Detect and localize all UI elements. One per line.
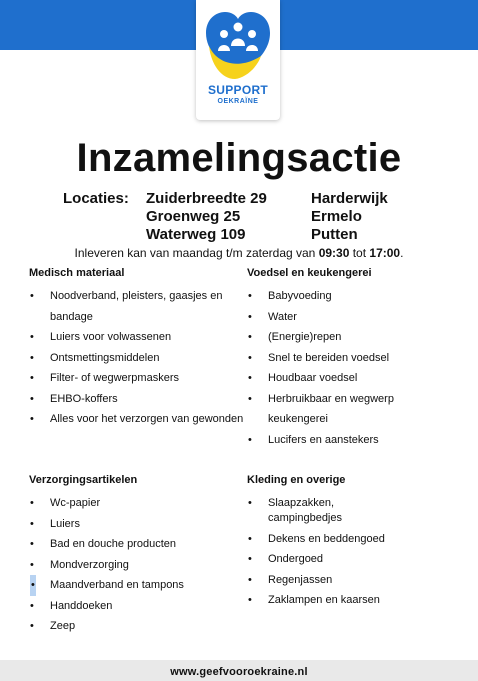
list-item bbox=[29, 596, 244, 617]
section-heading: Voedsel en keukengerei bbox=[247, 267, 372, 279]
bullet: • bbox=[30, 290, 34, 302]
list-item bbox=[29, 368, 244, 389]
location-address: Waterweg 109 bbox=[146, 226, 246, 243]
list-item bbox=[29, 286, 244, 327]
section-heading: Medisch materiaal bbox=[29, 267, 125, 279]
footer-url: www.geefvooroekraine.nl bbox=[170, 666, 308, 678]
list-item-text: Zaklampen en kaarsen bbox=[268, 594, 380, 606]
list-item-text: Babyvoeding bbox=[268, 290, 332, 302]
bullet: • bbox=[248, 392, 252, 405]
list-item-text: Noodverband, pleisters, gaasjes en bandage bbox=[50, 290, 223, 323]
list-item-text: Slaapzakken, campingbedjes bbox=[268, 497, 342, 524]
bullet: • bbox=[30, 517, 34, 530]
bullet: • bbox=[248, 594, 252, 606]
bullet: • bbox=[248, 433, 252, 446]
list-item-text: Zeep bbox=[50, 620, 76, 632]
list-item bbox=[247, 529, 447, 550]
list-item bbox=[247, 590, 447, 611]
bullet: • bbox=[248, 290, 252, 302]
bullet: • bbox=[30, 331, 34, 343]
list-item bbox=[29, 534, 244, 555]
list-item-text: Houdbaar voedsel bbox=[268, 372, 358, 384]
list-item bbox=[29, 348, 244, 369]
list-item-text: Snel te bereiden voedsel bbox=[268, 351, 390, 364]
bullet: • bbox=[30, 392, 34, 405]
list-item bbox=[29, 616, 244, 637]
list-item-text: Water bbox=[268, 310, 297, 323]
list-item-text: Dekens en beddengoed bbox=[268, 532, 385, 545]
list-item bbox=[247, 307, 447, 328]
section-food bbox=[247, 266, 447, 450]
location-city: Ermelo bbox=[311, 208, 362, 225]
list-item bbox=[247, 549, 447, 570]
location-address: Zuiderbreedte 29 bbox=[146, 190, 267, 207]
list-item bbox=[247, 430, 447, 451]
list-item bbox=[247, 327, 447, 348]
list-item bbox=[29, 493, 244, 514]
bullet: • bbox=[248, 372, 252, 384]
list-item bbox=[247, 348, 447, 369]
bullet: • bbox=[248, 310, 252, 323]
list-item-text: Luiers bbox=[50, 517, 80, 530]
opening-hours-text bbox=[0, 246, 478, 260]
list-item-text: Regenjassen bbox=[268, 573, 333, 586]
bullet: • bbox=[248, 497, 252, 509]
intro-before: Inleveren kan van maandag t/m zaterdag van bbox=[74, 246, 319, 260]
section-medical bbox=[29, 266, 244, 430]
section-heading: Verzorgingsartikelen bbox=[29, 474, 138, 486]
list-item-text: (Energie)repen bbox=[268, 331, 342, 343]
bullet: • bbox=[248, 532, 252, 545]
closing-time: 17:00 bbox=[369, 246, 401, 260]
list-item bbox=[29, 389, 244, 410]
list-item-text: Filter- of wegwerpmaskers bbox=[50, 372, 179, 384]
list-item-text: Ontsmettingsmiddelen bbox=[50, 351, 160, 364]
bullet: • bbox=[30, 538, 34, 550]
bullet: • bbox=[30, 351, 34, 364]
opening-time: 09:30 bbox=[318, 246, 350, 260]
location-city: Putten bbox=[311, 226, 358, 243]
intro-middle: tot bbox=[349, 246, 370, 260]
list-item-text: Maandverband en tampons bbox=[50, 579, 184, 591]
list-item bbox=[247, 286, 447, 307]
bullet: • bbox=[248, 573, 252, 586]
bullet: • bbox=[30, 620, 34, 632]
section-care bbox=[29, 473, 244, 637]
list-item bbox=[29, 409, 244, 430]
list-item bbox=[247, 389, 447, 430]
list-item-text: Herbruikbaar en wegwerp keukengerei bbox=[268, 392, 394, 425]
intro-after: . bbox=[400, 246, 404, 260]
bullet-selected: • bbox=[30, 575, 36, 596]
heart-people-icon bbox=[203, 6, 273, 82]
bullet: • bbox=[248, 331, 252, 343]
list-item-text: Handdoeken bbox=[50, 599, 113, 612]
locations-label: Locaties: bbox=[63, 190, 129, 207]
bullet: • bbox=[248, 553, 252, 565]
list-item-text: Luiers voor volwassenen bbox=[50, 331, 172, 343]
bullet: • bbox=[30, 413, 34, 425]
bullet: • bbox=[30, 497, 34, 509]
list-item bbox=[247, 493, 447, 529]
list-item bbox=[29, 327, 244, 348]
list-item bbox=[29, 555, 244, 576]
section-clothing bbox=[247, 473, 447, 611]
list-item-text: Wc-papier bbox=[50, 497, 101, 509]
location-city: Harderwijk bbox=[311, 190, 388, 207]
list-item-text: Alles voor het verzorgen van gewonden bbox=[50, 413, 244, 425]
list-item-text: EHBO-koffers bbox=[50, 392, 118, 405]
bullet: • bbox=[30, 558, 34, 571]
list-item-text: Lucifers en aanstekers bbox=[268, 433, 379, 446]
list-item-text: Bad en douche producten bbox=[50, 538, 176, 550]
location-address: Groenweg 25 bbox=[146, 208, 241, 225]
list-item bbox=[29, 575, 244, 596]
list-item-text: Ondergoed bbox=[268, 553, 324, 565]
list-item bbox=[247, 368, 447, 389]
logo bbox=[196, 0, 280, 120]
page-title: Inzamelingsactie bbox=[76, 136, 402, 180]
bullet: • bbox=[30, 599, 34, 612]
list-item-text: Mondverzorging bbox=[50, 558, 129, 571]
logo-text-oekraine: OEKRAÏNE bbox=[217, 98, 259, 105]
bullet: • bbox=[30, 372, 34, 384]
list-item bbox=[247, 570, 447, 591]
bullet: • bbox=[248, 351, 252, 364]
section-heading: Kleding en overige bbox=[247, 474, 346, 486]
logo-text-support: SUPPORT bbox=[207, 83, 269, 97]
list-item bbox=[29, 514, 244, 535]
